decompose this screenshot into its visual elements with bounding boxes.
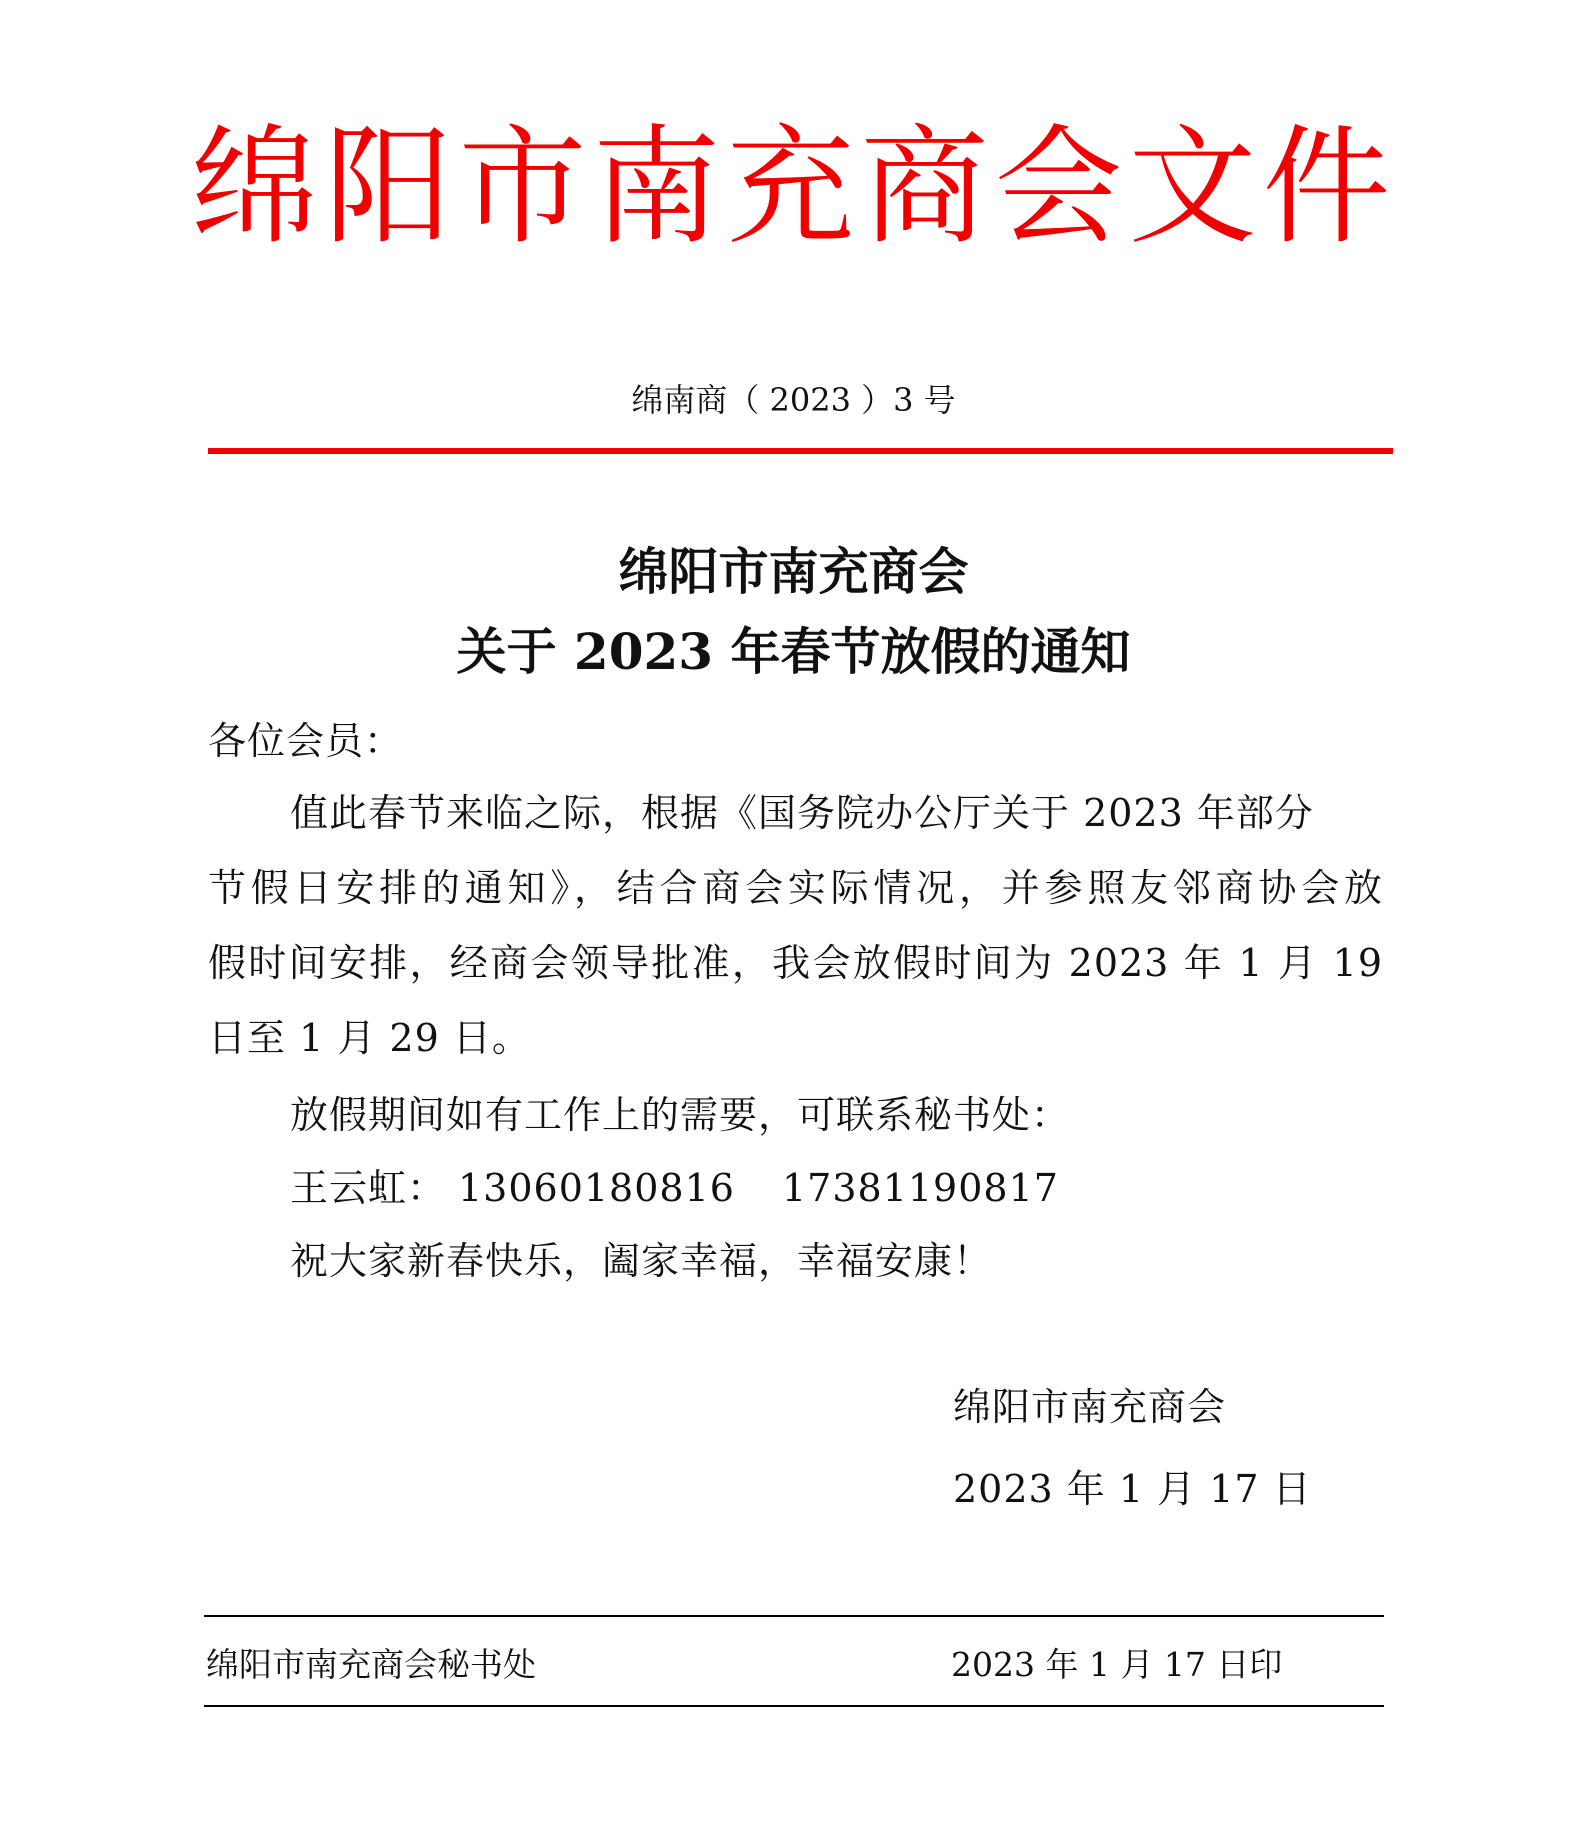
document-header-title: 绵阳市南充商会文件 (190, 113, 1397, 262)
footer-divider-top (204, 1615, 1384, 1617)
paragraph-line: 节假日安排的通知》，结合商会实际情况，并参照友邻商协会放 (208, 866, 1383, 910)
notice-title-line-2: 关于 2023 年春节放假的通知 (456, 622, 1131, 681)
contact-phone-1: 13060180816 (458, 1166, 735, 1210)
document-number: 绵南商（ 2023 ）3 号 (631, 381, 956, 419)
footer-divider-bottom (204, 1705, 1384, 1707)
contact-intro: 放假期间如有工作上的需要，可联系秘书处： (290, 1093, 1071, 1137)
signature-date: 2023 年 1 月 17 日 (953, 1467, 1312, 1511)
header-red-divider (208, 448, 1393, 454)
contact-name: 王云虹： (290, 1166, 447, 1210)
footer-print-date: 2023 年 1 月 17 日印 (951, 1645, 1283, 1684)
greeting: 祝大家新春快乐，阖家幸福，幸福安康！ (290, 1239, 993, 1283)
paragraph-line: 值此春节来临之际，根据《国务院办公厅关于 2023 年部分 (290, 791, 1314, 835)
paragraph-line: 假时间安排，经商会领导批准，我会放假时间为 2023 年 1 月 19 (208, 941, 1383, 985)
footer-issuer: 绵阳市南充商会秘书处 (206, 1645, 536, 1684)
contact-phone-2: 17381190817 (782, 1166, 1059, 1210)
notice-title-line-1: 绵阳市南充商会 (618, 542, 969, 601)
paragraph-line: 日至 1 月 29 日。 (208, 1016, 531, 1060)
salutation: 各位会员： (208, 719, 404, 763)
signature-org: 绵阳市南充商会 (953, 1385, 1227, 1429)
